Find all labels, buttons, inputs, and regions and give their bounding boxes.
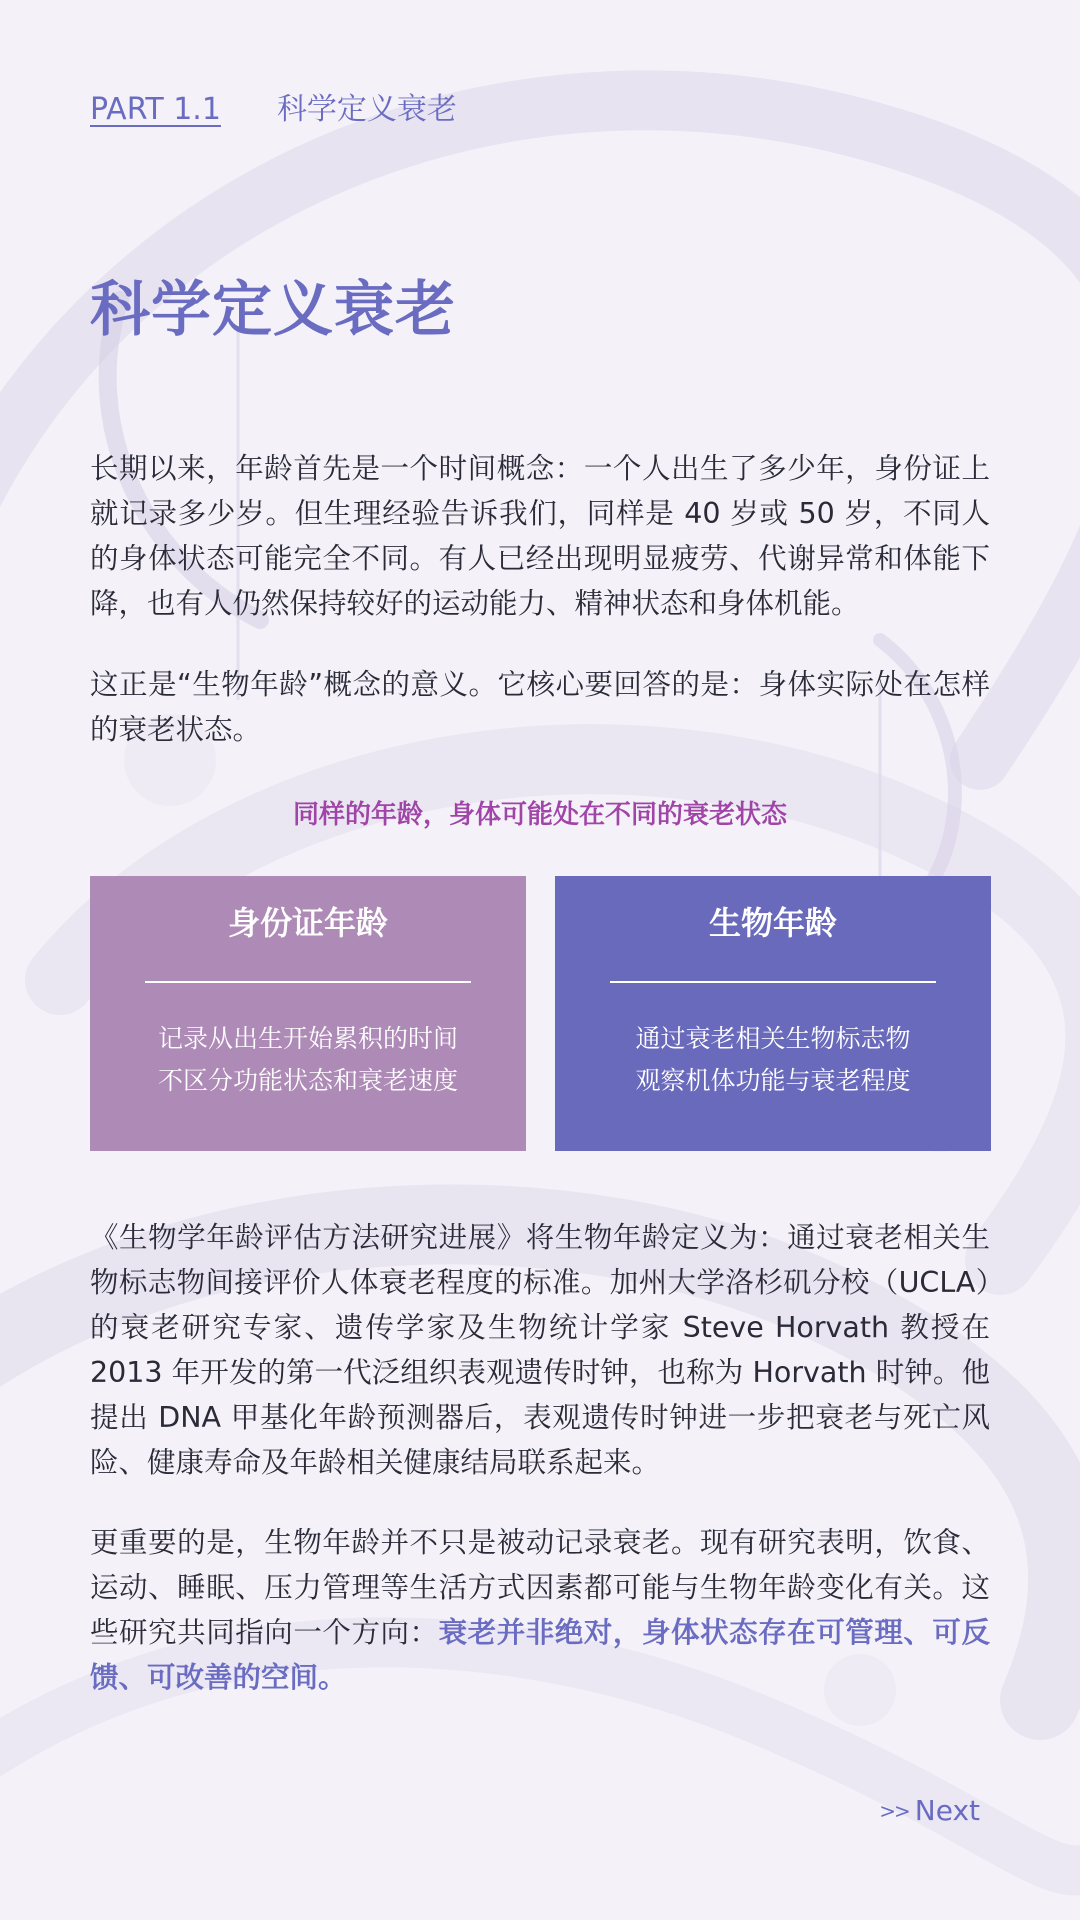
paragraph-4-emphasis: 衰老并非绝对，身体状态存在可管理、可反馈、可改善的空间。 [90, 1616, 990, 1694]
bio-age-card [555, 876, 991, 1151]
section-name: 科学定义衰老 [276, 92, 457, 127]
paragraph-4 [90, 1520, 990, 1700]
bio-age-card-title: 生物年龄 [708, 904, 837, 942]
card-divider [145, 981, 471, 983]
id-age-card-line-2: 不区分功能状态和衰老速度 [157, 1066, 458, 1095]
comparison-title: 同样的年龄，身体可能处在不同的衰老状态 [292, 800, 787, 830]
bio-age-card-line-1: 通过衰老相关生物标志物 [635, 1024, 911, 1053]
id-age-card-title: 身份证年龄 [227, 904, 388, 942]
paragraph-1: 长期以来，年龄首先是一个时间概念：一个人出生了多少年，身份证上就记录多少岁。但生理经验告诉我们，同样是 40 岁或 50 岁，不同人的身体状态可能完全不同。有人已经出现明显疲劳、代谢异常和体能下降，也有人仍然保持较好的运动能力、精神状态和身体机能。 [90, 452, 990, 620]
page-title: 科学定义衰老 [90, 275, 456, 345]
id-age-card-description [90, 1018, 526, 1102]
next-button[interactable] [879, 1794, 980, 1827]
paragraph-4-text: 更重要的是，生物年龄并不只是被动记录衰老。现有研究表明，饮食、运动、睡眠、压力管理等生活方式因素都可能与生物年龄变化有关。这些研究共同指向一个方向： [90, 1526, 990, 1649]
header [90, 84, 457, 128]
bio-age-card-line-2: 观察机体功能与衰老程度 [635, 1066, 911, 1095]
paragraph-2: 这正是“生物年龄”概念的意义。它核心要回答的是：身体实际处在怎样的衰老状态。 [90, 668, 990, 746]
paragraph-3: 《生物学年龄评估方法研究进展》将生物年龄定义为：通过衰老相关生物标志物间接评价人体衰老程度的标准。加州大学洛杉矶分校（UCLA）的衰老研究专家、遗传学家及生物统计学家 Steve Horvath 教授在 2013 年开发的第一代泛组织表观遗传时钟，也称为 Horvath 时钟。他提出 DNA 甲基化年龄预测器后，表观遗传时钟进一步把衰老与死亡风险、健康寿命及年龄相关健康结局联系起来。 [90, 1221, 990, 1479]
id-age-card-line-1: 记录从出生开始累积的时间 [157, 1024, 458, 1053]
double-chevron-right-icon: >> [879, 1798, 909, 1823]
id-age-card [90, 876, 526, 1151]
next-label: Next [914, 1794, 980, 1827]
bio-age-card-description [555, 1018, 991, 1102]
card-divider [610, 981, 936, 983]
part-link[interactable]: PART 1.1 [90, 92, 221, 127]
